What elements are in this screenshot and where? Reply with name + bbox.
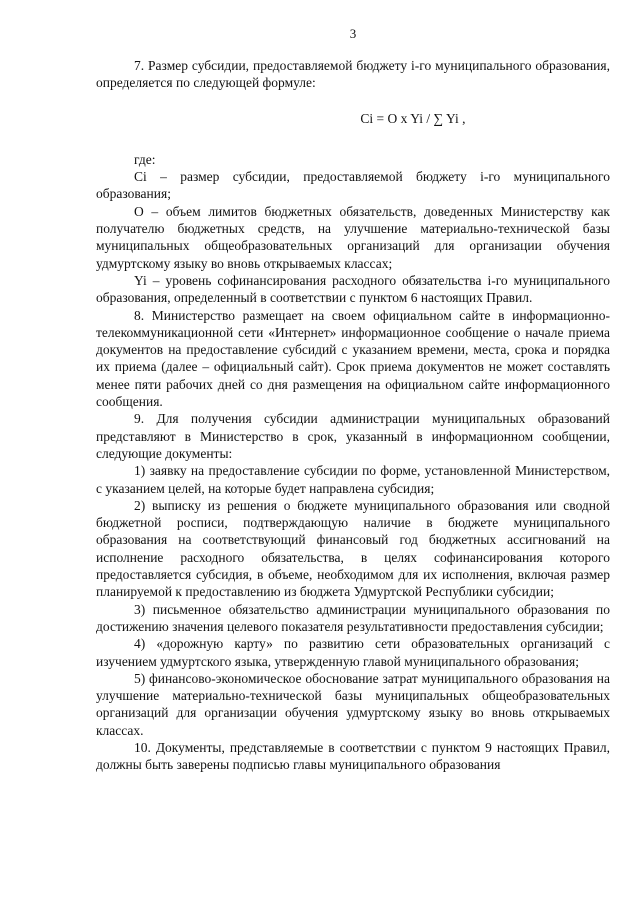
paragraph-7: 7. Размер субсидии, предоставляемой бюджету i-го муниципального образования, определяется по следующей формуле: [96,58,610,91]
paragraph-where: где: [134,151,156,167]
paragraph-9-item-3: 3) письменное обязательство администрации муниципального образования по достижению значения целевого показателя результативности предоставления субсидии; [96,601,610,634]
paragraph-9-item-4: 4) «дорожную карту» по развитию сети образовательных организаций с изучением удмуртского языка, утвержденную главой муниципального образования; [96,636,610,669]
paragraph-9-item-5: 5) финансово-экономическое обоснование затрат муниципального образования на улучшение материально-технической базы муниципальных общеобразовательных организаций для организации обучения удмуртскому языку во вновь открываемых классах. [96,670,610,738]
paragraph-9-item-1: 1) заявку на предоставление субсидии по форме, установленной Министерством, с указанием целей, на которые будет направлена субсидия; [96,463,610,496]
paragraph-8: 8. Министерство размещает на своем официальном сайте в информационно-телекоммуникационной сети «Интернет» информационное сообщение о начале приема документов на предоставление субсидий с указанием времени, места, срока и порядка их приема (далее – официальный сайт). Срок приема документов не может составлять менее пяти рабочих дней со дня размещения на официальном сайте информационного сообщения. [96,307,610,410]
paragraph-10: 10. Документы, представляемые в соответствии с пунктом 9 настоящих Правил, должны быть заверены подписью главы муниципального образования [96,739,610,773]
paragraph-yi-definition: Yi – уровень софинансирования расходного обязательства i-го муниципального образования, определенный в соответствии с пунктом 6 настоящих Правил. [96,272,610,306]
paragraph-9: 9. Для получения субсидии администрации муниципальных образований представляют в Министерство в срок, указанный в информационном сообщении, следующие документы: [96,411,610,461]
page-number: 3 [349,26,357,41]
paragraph-o-definition: О – объем лимитов бюджетных обязательств, доведенных Министерству как получателю бюджетных средств, на улучшение материально-технической базы муниципальных общеобразовательных организаций для организации обучения удмуртскому языку во вновь открываемых классах; [96,203,610,271]
subsidy-formula: Ci = O x Yi / ∑ Yi , [360,110,466,126]
paragraph-9-item-2: 2) выписку из решения о бюджете муниципального образования или сводной бюджетной росписи, подтверждающую наличие в бюджете муниципального образования на соответствующий финансовый год бюджетных ассигнований на исполнение расходного обязательства, в целях софинансирования которого предоставляется субсидия, в объеме, необходимом для их исполнения, включая размер планируемой к предоставлению из бюджета Удмуртской Республики субсидии; [96,497,610,600]
paragraph-ci-definition: Ci – размер субсидии, предоставляемой бюджету i-го муниципального образования; [96,169,610,202]
